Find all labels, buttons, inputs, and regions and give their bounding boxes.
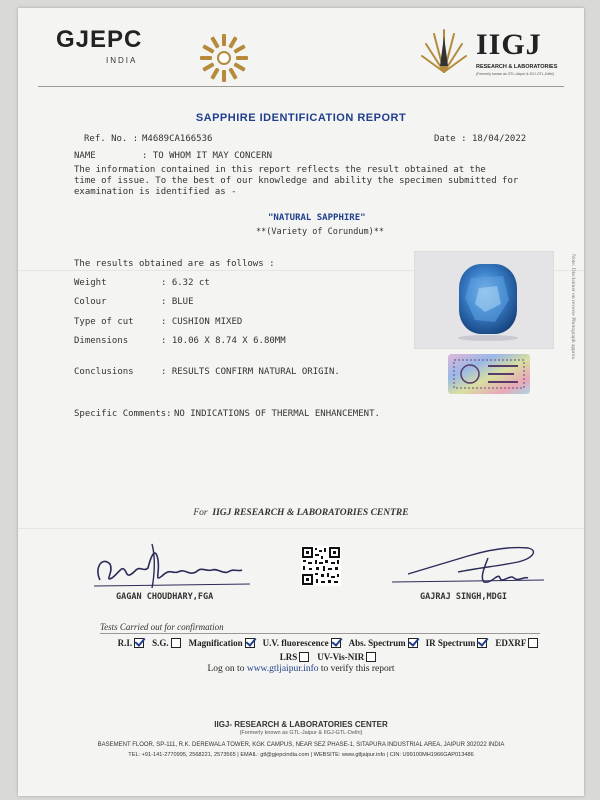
issuer-line: [18, 508, 584, 518]
test-ir-spectrum: [426, 638, 488, 648]
field-label-conclusions: Conclusions: [74, 367, 134, 377]
field-value-dimensions: : 10.06 X 8.74 X 6.80MM: [161, 336, 286, 346]
name-value: : TO WHOM IT MAY CONCERN: [142, 151, 273, 161]
checkbox-empty-icon: [171, 638, 181, 648]
field-value-conclusions: : RESULTS CONFIRM NATURAL ORIGIN.: [161, 367, 340, 377]
test-uv-fluorescence: [263, 638, 341, 648]
footer-address: BASEMENT FLOOR, SP-111, R.K. DEREWALA TOWER, KGK CAMPUS, NEAR SEZ PHASE-1, SITAPURA INDUSTRIAL AREA, JAIPUR 302022 INDIA: [97, 742, 505, 748]
ref-value: M4689CA166536: [142, 134, 213, 144]
test-label: UV-Vis-NIR: [317, 652, 365, 662]
hologram-seal: [448, 354, 530, 394]
identification-result: "NATURAL SAPPHIRE": [268, 213, 366, 223]
verification-qr-code-icon: [301, 546, 341, 586]
test-label: U.V. fluorescence: [262, 638, 329, 648]
field-label-cut: Type of cut: [74, 317, 134, 327]
footer-subtitle: (Formerly known as GTL-Jaipur & IIGJ-GTL-Delhi): [239, 730, 363, 736]
iigj-star-emblem-icon: [418, 26, 470, 78]
date-label: Date :: [434, 134, 467, 144]
field-label-weight: Weight: [74, 278, 107, 288]
iigj-logo-sub2: (Formerly known as GTL-Jaipur & IIGJ-GTL-Delhi): [476, 72, 555, 76]
verify-suffix: to verify this report: [320, 664, 395, 674]
gjepc-sun-emblem-icon: [198, 32, 250, 84]
footer-contact: TEL: +91-141-2770995, 2568221, 2573565 | EMAIL: gtl@gjepcindia.com | WEBSITE: www.gtljaipur.info | CIN: U99100MH1966GAP013486: [128, 752, 474, 758]
issuer-org: IIGJ RESEARCH & LABORATORIES CENTRE: [212, 508, 409, 518]
checkbox-checked-icon: [477, 638, 487, 648]
signatory-right-name: GAJRAJ SINGH,MDGI: [420, 592, 507, 602]
gjepc-logo-sub: INDIA: [106, 56, 138, 65]
tests-divider: [100, 633, 540, 634]
tests-row-1: [98, 638, 558, 648]
field-label-colour: Colour: [74, 297, 107, 307]
footer-title: IIGJ- RESEARCH & LABORATORIES CENTER: [214, 720, 388, 729]
checkbox-checked-icon: [245, 638, 255, 648]
fold-line: [18, 528, 584, 529]
test-label: S.G.: [152, 638, 169, 648]
test-abs-spectrum: [349, 638, 418, 648]
tests-title: Tests Carried out for confirmation: [100, 622, 224, 632]
header-divider: [38, 86, 564, 87]
certificate-page: [18, 8, 584, 796]
variety-note: **(Variety of Corundum)**: [256, 227, 384, 237]
name-label: NAME: [74, 151, 96, 161]
results-intro: The results obtained are as follows :: [74, 259, 275, 269]
test-label: R.I.: [117, 638, 133, 648]
checkbox-checked-icon: [134, 638, 144, 648]
test-ri: [118, 638, 145, 648]
intro-line: The information contained in this report reflects the result obtained at the: [74, 165, 486, 175]
issuer-prefix: For: [193, 508, 208, 518]
hologram-seal-icon: [448, 354, 530, 394]
iigj-logo-sub: RESEARCH & LABORATORIES: [476, 64, 558, 70]
checkbox-empty-icon: [299, 652, 309, 662]
iigj-logo-text: IIGJ: [476, 28, 542, 61]
test-label: IR Spectrum: [425, 638, 476, 648]
ref-label: Ref. No. :: [84, 134, 139, 144]
gjepc-logo: [56, 26, 143, 65]
checkbox-checked-icon: [408, 638, 418, 648]
test-label: LRS: [279, 652, 298, 662]
signatory-left-name: GAGAN CHOUDHARY,FGA: [116, 592, 214, 602]
checkbox-empty-icon: [528, 638, 538, 648]
field-value-cut: : CUSHION MIXED: [161, 317, 243, 327]
test-sg: [152, 638, 181, 648]
specific-comments-value: NO INDICATIONS OF THERMAL ENHANCEMENT.: [174, 409, 380, 419]
specific-comments-label: Specific Comments:: [74, 409, 172, 419]
verify-link[interactable]: www.gtljaipur.info: [246, 664, 319, 674]
field-value-colour: : BLUE: [161, 297, 194, 307]
test-label: Abs. Spectrum: [348, 638, 406, 648]
side-disclaimer-note: Note: Disclaimer on reverse Photograph approx.: [570, 254, 576, 361]
test-magnification: [189, 638, 255, 648]
report-title: SAPPHIRE IDENTIFICATION REPORT: [195, 112, 407, 124]
verify-line: [18, 664, 584, 674]
date-value: 18/04/2022: [472, 134, 527, 144]
field-label-dimensions: Dimensions: [74, 336, 129, 346]
test-uv-vis-nir: [317, 652, 376, 662]
test-label: EDXRF: [495, 638, 527, 648]
checkbox-empty-icon: [366, 652, 376, 662]
gjepc-logo-text: GJEPC: [56, 26, 143, 53]
sapphire-gem-icon: [415, 252, 553, 348]
signature-left-icon: [92, 538, 252, 594]
gemstone-photo: [414, 251, 554, 349]
test-edxrf: [495, 638, 538, 648]
checkbox-checked-icon: [331, 638, 341, 648]
signature-right-icon: [388, 538, 548, 594]
verify-prefix: Log on to: [207, 664, 245, 674]
test-lrs: [280, 652, 310, 662]
tests-row-2: [98, 652, 558, 662]
field-value-weight: : 6.32 ct: [161, 278, 210, 288]
intro-line: time of issue. To the best of our knowledge and ability the specimen submitted for: [74, 176, 519, 186]
intro-line: examination is identified as -: [74, 187, 237, 197]
test-label: Magnification: [188, 638, 243, 648]
